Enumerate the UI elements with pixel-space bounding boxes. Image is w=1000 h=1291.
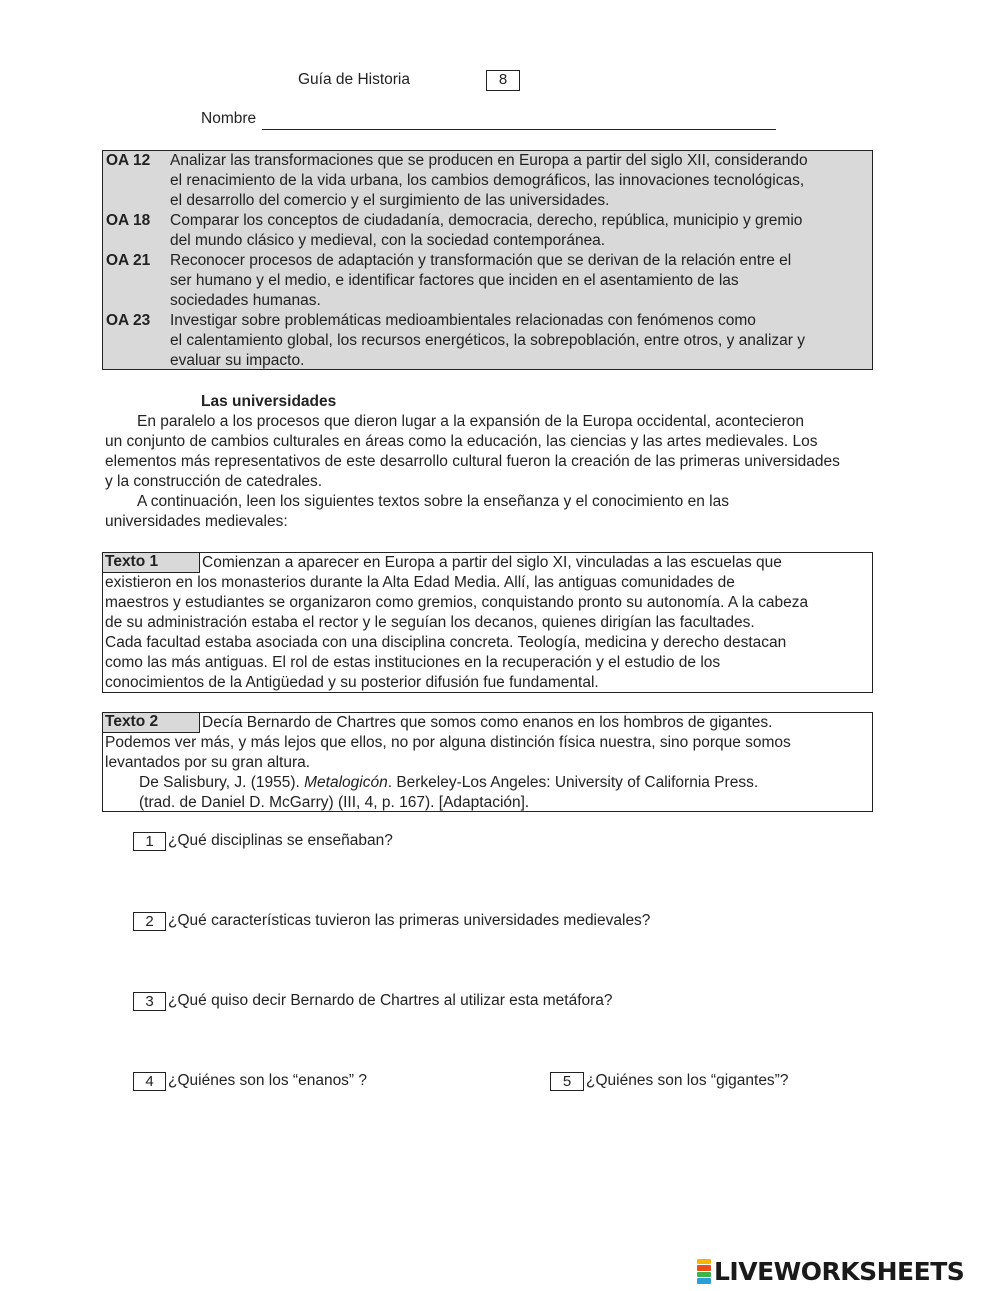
texto-1-line: de su administración estaba el rector y le seguían los decanos, quienes dirigían las facultades. — [105, 614, 755, 631]
texto-2-line: levantados por su gran altura. — [105, 754, 311, 771]
citation-author: De Salisbury, J. (1955). — [139, 774, 300, 791]
objective-row — [103, 251, 872, 311]
objective-row — [103, 311, 872, 371]
citation-publisher: . Berkeley-Los Angeles: University of California Press. — [387, 774, 759, 791]
objective-text: Analizar las transformaciones que se producen en Europa a partir del siglo XII, considerando — [170, 152, 808, 169]
intro-line: un conjunto de cambios culturales en áreas como la educación, las ciencias y las artes medievales. Los — [105, 433, 818, 450]
texto-1-line: Cada facultad estaba asociada con una disciplina concreta. Teología, medicina y derecho destacan — [105, 634, 787, 651]
objective-code: OA 23 — [106, 312, 151, 329]
intro-line: y la construcción de catedrales. — [105, 473, 323, 490]
question-number-3: 3 — [133, 992, 166, 1011]
objective-code: OA 18 — [106, 212, 151, 229]
texto-2-line: Podemos ver más, y más lejos que ellos, no por alguna distinción física nuestra, sino porque somos — [105, 734, 791, 751]
texto-2-label: Texto 2 — [103, 713, 200, 733]
objective-text: sociedades humanas. — [170, 292, 321, 309]
texto-1-line: como las más antiguas. El rol de estas instituciones en la recuperación y el estudio de los — [105, 654, 721, 671]
question-number-5: 5 — [550, 1072, 584, 1091]
question-text-4: ¿Quiénes son los “enanos” ? — [168, 1072, 368, 1089]
worksheet-title: Guía de Historia — [298, 71, 410, 88]
question-number-1: 1 — [133, 832, 166, 851]
name-label: Nombre — [201, 110, 257, 127]
citation — [105, 773, 791, 793]
objective-code: OA 12 — [106, 152, 151, 169]
logo-stripe — [697, 1278, 711, 1284]
objective-text: ser humano y el medio, e identificar factores que inciden en el asentamiento de las — [170, 272, 739, 289]
texto-2-box — [102, 712, 873, 812]
objective-row — [103, 211, 872, 251]
section-heading: Las universidades — [201, 393, 337, 410]
citation-title: Metalogicón — [304, 774, 388, 791]
liveworksheets-logo[interactable] — [697, 1256, 964, 1286]
texto-1-line: maestros y estudiantes se organizaron como gremios, conquistando pronto su autonomía. A la cabeza — [105, 594, 809, 611]
name-field[interactable] — [262, 129, 776, 130]
logo-text: LIVEWORKSHEETS — [714, 1256, 965, 1286]
objective-text: Comparar los conceptos de ciudadanía, democracia, derecho, república, municipio y gremio — [170, 212, 803, 229]
objective-text: evaluar su impacto. — [170, 352, 305, 369]
texto-2-line: Decía Bernardo de Chartres que somos como enanos en los hombros de gigantes. — [202, 714, 773, 731]
objective-row — [103, 151, 872, 211]
grade-box: 8 — [486, 70, 520, 91]
texto-1-box — [102, 552, 873, 693]
intro-line: elementos más representativos de este desarrollo cultural fueron la creación de las primeras universidades — [105, 453, 840, 470]
intro-line: En paralelo a los procesos que dieron lugar a la expansión de la Europa occidental, acontecieron — [137, 413, 804, 430]
objective-text: Investigar sobre problemáticas medioambientales relacionadas con fenómenos como — [170, 312, 756, 329]
logo-stripe — [697, 1259, 711, 1265]
logo-stripe — [697, 1272, 711, 1278]
question-number-4: 4 — [133, 1072, 166, 1091]
objective-text: el renacimiento de la vida urbana, los cambios demográficos, las innovaciones tecnológicas, — [170, 172, 805, 189]
objective-text: Reconocer procesos de adaptación y transformación que se derivan de la relación entre el — [170, 252, 792, 269]
intro-line: universidades medievales: — [105, 513, 288, 530]
citation-line-2: (trad. de Daniel D. McGarry) (III, 4, p. 167). [Adaptación]. — [139, 794, 530, 811]
texto-1-line: conocimientos de la Antigüedad y su posterior difusión fue fundamental. — [105, 674, 599, 691]
question-text-1: ¿Qué disciplinas se enseñaban? — [168, 832, 393, 849]
texto-1-label: Texto 1 — [103, 553, 200, 573]
logo-stripe — [697, 1265, 711, 1271]
objective-text: el desarrollo del comercio y el surgimiento de las universidades. — [170, 192, 610, 209]
objective-code: OA 21 — [106, 252, 151, 269]
intro-paragraph — [105, 412, 840, 532]
liveworksheets-logo-icon — [697, 1258, 711, 1284]
question-text-2: ¿Qué características tuvieron las primeras universidades medievales? — [168, 912, 651, 929]
question-text-5: ¿Quiénes son los “gigantes”? — [586, 1072, 789, 1089]
objective-text: el calentamiento global, los recursos energéticos, la sobrepoblación, entre otros, y analizar y — [170, 332, 805, 349]
question-text-3: ¿Qué quiso decir Bernardo de Chartres al utilizar esta metáfora? — [168, 992, 613, 1009]
question-number-2: 2 — [133, 912, 166, 931]
texto-1-line: existieron en los monasterios durante la Alta Edad Media. Allí, las antiguas comunidades de — [105, 574, 735, 591]
texto-1-line: Comienzan a aparecer en Europa a partir del siglo XI, vinculadas a las escuelas que — [202, 554, 782, 571]
objective-text: del mundo clásico y medieval, con la sociedad contemporánea. — [170, 232, 606, 249]
intro-line: A continuación, leen los siguientes textos sobre la enseñanza y el conocimiento en las — [137, 493, 729, 510]
objectives-table — [102, 150, 873, 370]
